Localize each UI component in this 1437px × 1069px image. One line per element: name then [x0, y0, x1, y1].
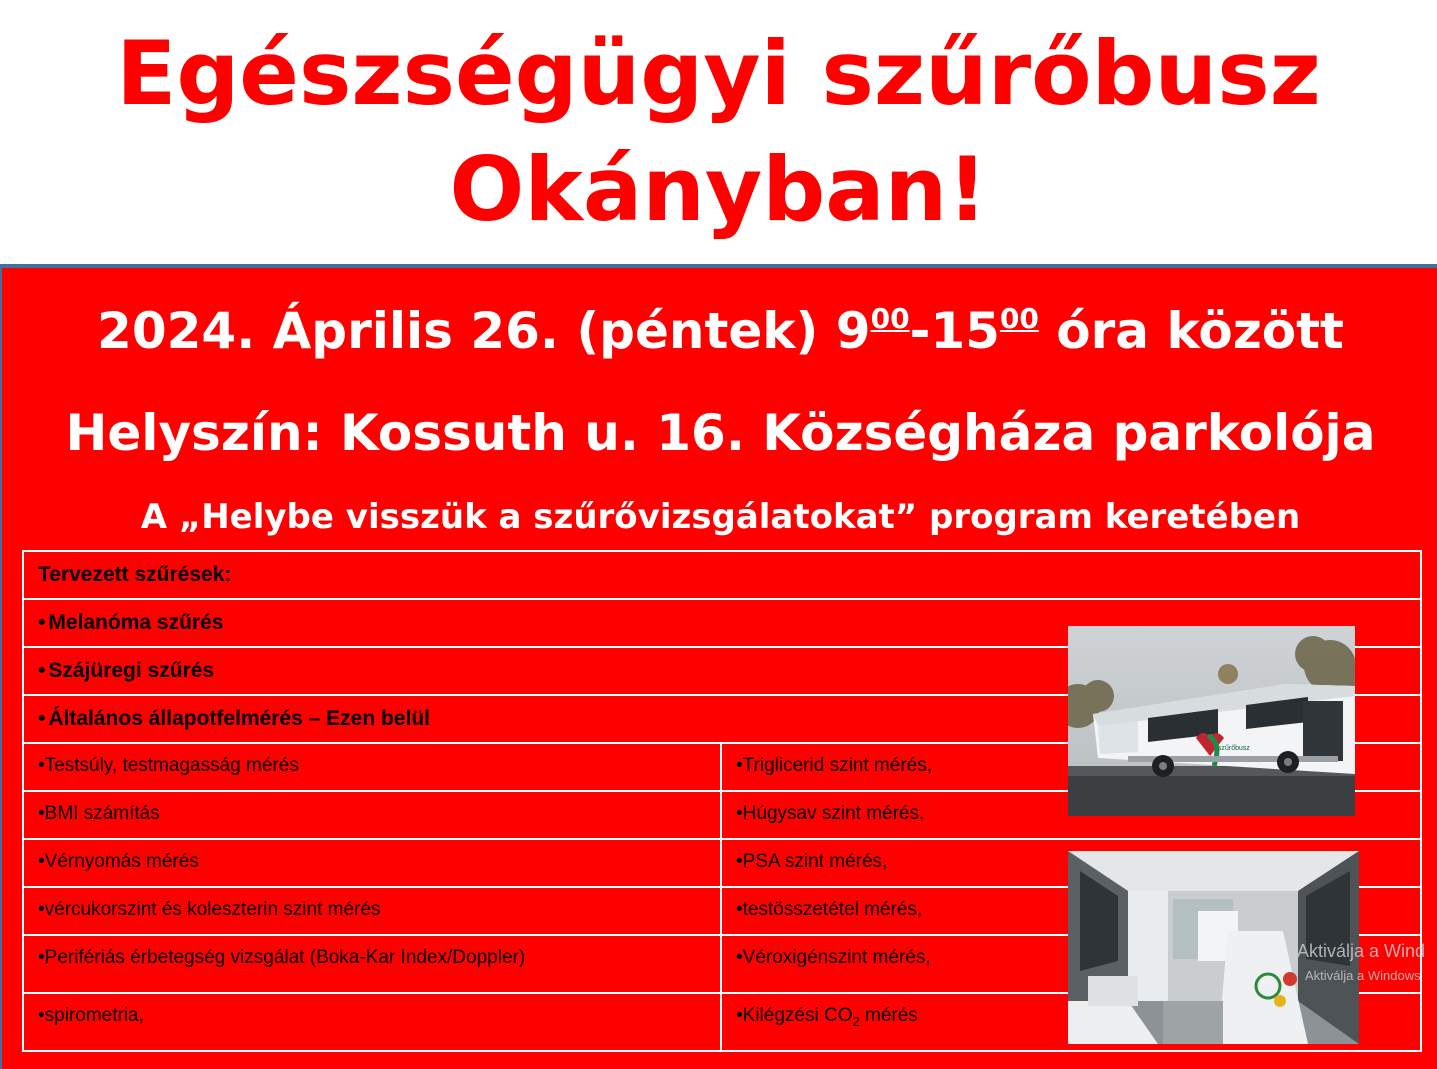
left-item-label: Testsúly, testmagasság mérés: [44, 755, 299, 776]
end-minutes: 00: [999, 302, 1039, 335]
bullet: •: [736, 947, 743, 968]
program-name: A „Helybe visszük a szűrővizsgálatokat” program keretében: [140, 497, 1301, 537]
left-item-label: vércukorszint és koleszterin szint mérés: [44, 899, 381, 920]
right-item-label: testösszetétel mérés,: [742, 899, 923, 920]
left-item: [23, 935, 721, 993]
bullet: •: [38, 1005, 45, 1026]
right-item-label: Véroxigénszint mérés,: [742, 947, 931, 968]
left-item-label: BMI számítás: [44, 803, 160, 824]
co2-label-prefix: Kilégzési CO: [742, 1005, 853, 1026]
main-item-label: Általános állapotfelmérés – Ezen belül: [48, 707, 430, 730]
date-suffix: óra között: [1038, 302, 1344, 360]
bullet: •: [736, 1005, 743, 1026]
left-item-label: spirometria,: [44, 1005, 144, 1026]
main-item-label: Melanóma szűrés: [48, 611, 224, 634]
bullet: •: [38, 899, 45, 920]
main-title-line-1: Egészségügyi szűrőbusz: [116, 22, 1321, 125]
bus-sign-text: szűrőbusz: [1218, 745, 1250, 752]
left-item: [23, 993, 721, 1051]
bullet: •: [38, 659, 46, 682]
date-prefix: 2024. Április 26. (péntek) 9: [97, 302, 871, 360]
start-minutes: 00: [870, 302, 910, 335]
bus-exterior-image: [1068, 626, 1355, 816]
bullet: •: [736, 803, 743, 824]
right-item-label: Húgysav szint mérés,: [742, 803, 925, 824]
left-item: [23, 839, 721, 887]
left-item-label: Vérnyomás mérés: [44, 851, 199, 872]
main-item-label: Szájüregi szűrés: [48, 659, 215, 682]
bullet: •: [38, 947, 45, 968]
co2-subscript: 2: [852, 1013, 860, 1029]
left-item-label: Perifériás érbetegség vizsgálat (Boka-Kar Index/Doppler): [44, 947, 526, 968]
bullet: •: [736, 755, 743, 776]
table-heading: Tervezett szűrések:: [23, 551, 1421, 599]
table-row: [23, 551, 1421, 599]
bus-exterior-photo: [1068, 626, 1355, 816]
end-hour: -15: [909, 302, 1000, 360]
bullet: •: [38, 707, 46, 730]
activation-watermark-large: Aktiválja a Wind: [1297, 941, 1426, 961]
title-area: [0, 0, 1437, 264]
bullet: •: [38, 851, 45, 872]
left-item: [23, 887, 721, 935]
event-date: [2, 298, 1437, 364]
bullet: •: [38, 611, 46, 634]
co2-label-suffix: mérés: [859, 1005, 918, 1026]
bullet: •: [38, 755, 45, 776]
left-item: [23, 791, 721, 839]
bullet: •: [736, 899, 743, 920]
main-title-line-2: Okányban!: [449, 138, 988, 241]
bullet: •: [38, 803, 45, 824]
bullet: •: [736, 851, 743, 872]
activation-watermark-small: Aktiválja a Windows: [1305, 968, 1421, 983]
left-item: [23, 743, 721, 791]
right-item-label: Triglicerid szint mérés,: [742, 755, 932, 776]
event-location: Helyszín: Kossuth u. 16. Községháza parkolója: [65, 404, 1376, 462]
right-item-label: PSA szint mérés,: [742, 851, 888, 872]
